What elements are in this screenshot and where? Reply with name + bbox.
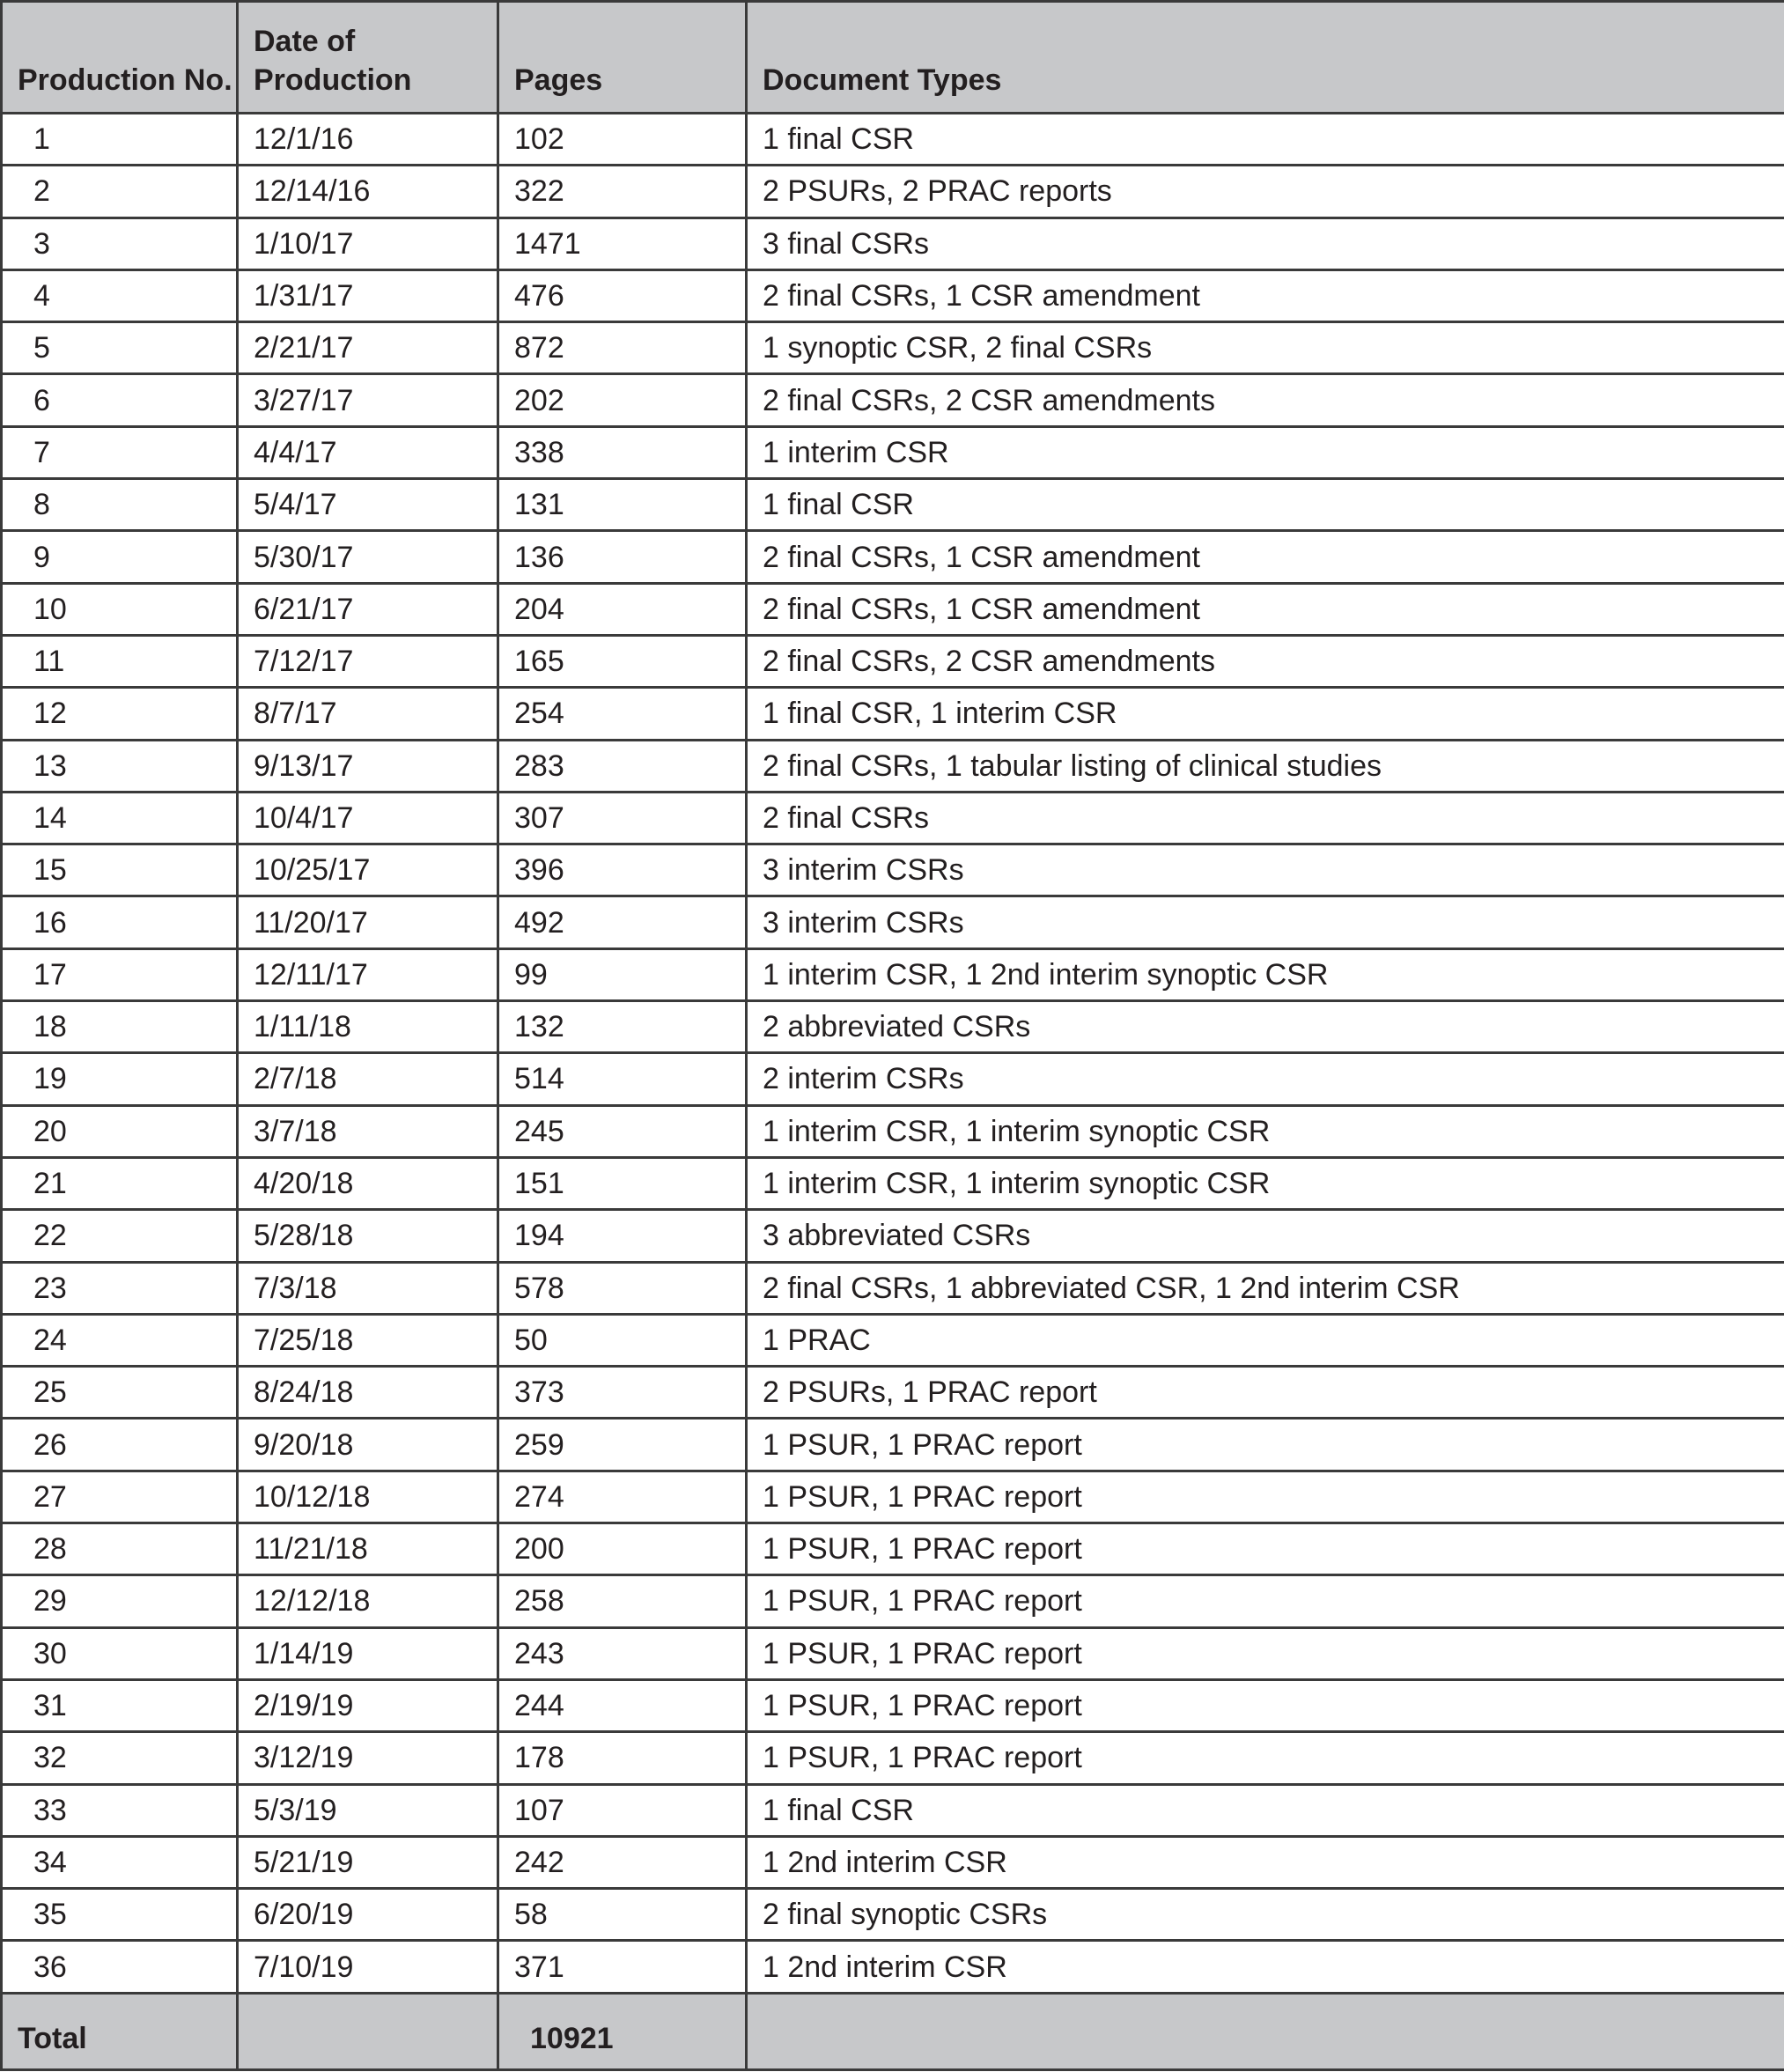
cell-production-no: 31: [2, 1679, 238, 1731]
cell-date-of-production: 7/12/17: [238, 635, 498, 687]
cell-pages: 200: [498, 1523, 747, 1575]
cell-date-of-production: 11/21/18: [238, 1523, 498, 1575]
table-row: [2, 531, 1784, 583]
table-row: [2, 740, 1784, 792]
cell-pages: 872: [498, 322, 747, 374]
cell-production-no: 4: [2, 269, 238, 321]
cell-date-of-production: 3/27/17: [238, 374, 498, 426]
cell-pages: 259: [498, 1419, 747, 1471]
cell-production-no: 3: [2, 218, 238, 269]
cell-production-no: 33: [2, 1784, 238, 1836]
cell-document-types: 2 final CSRs, 2 CSR amendments: [747, 635, 1784, 687]
cell-production-no: 7: [2, 426, 238, 478]
table-row: [2, 1627, 1784, 1679]
cell-production-no: 36: [2, 1941, 238, 1993]
cell-production-no: 27: [2, 1471, 238, 1523]
cell-document-types: 1 final CSR: [747, 1784, 1784, 1836]
cell-document-types: 2 final synoptic CSRs: [747, 1889, 1784, 1941]
cell-pages: 243: [498, 1627, 747, 1679]
cell-pages: 165: [498, 635, 747, 687]
table-row: [2, 218, 1784, 269]
cell-date-of-production: 2/19/19: [238, 1679, 498, 1731]
table-row: [2, 1471, 1784, 1523]
cell-pages: 307: [498, 792, 747, 844]
cell-production-no: 2: [2, 166, 238, 218]
table-row: [2, 844, 1784, 896]
cell-production-no: 13: [2, 740, 238, 792]
cell-date-of-production: 6/21/17: [238, 583, 498, 635]
table-row: [2, 1367, 1784, 1419]
cell-date-of-production: 7/10/19: [238, 1941, 498, 1993]
cell-production-no: 32: [2, 1732, 238, 1784]
cell-date-of-production: 3/7/18: [238, 1105, 498, 1157]
cell-document-types: 3 interim CSRs: [747, 844, 1784, 896]
cell-production-no: 11: [2, 635, 238, 687]
cell-production-no: 5: [2, 322, 238, 374]
cell-pages: 178: [498, 1732, 747, 1784]
table-row: [2, 322, 1784, 374]
cell-document-types: 1 interim CSR: [747, 426, 1784, 478]
cell-document-types: 1 interim CSR, 1 2nd interim synoptic CSR: [747, 948, 1784, 1000]
cell-date-of-production: 3/12/19: [238, 1732, 498, 1784]
cell-document-types: 1 PSUR, 1 PRAC report: [747, 1523, 1784, 1575]
cell-document-types: 1 final CSR: [747, 479, 1784, 531]
cell-document-types: 2 interim CSRs: [747, 1053, 1784, 1105]
cell-document-types: 1 final CSR: [747, 114, 1784, 166]
cell-date-of-production: 2/21/17: [238, 322, 498, 374]
cell-production-no: 20: [2, 1105, 238, 1157]
cell-pages: 107: [498, 1784, 747, 1836]
cell-pages: 338: [498, 426, 747, 478]
cell-production-no: 24: [2, 1314, 238, 1366]
table-row: [2, 1262, 1784, 1314]
table-row: [2, 166, 1784, 218]
cell-document-types: 2 final CSRs, 2 CSR amendments: [747, 374, 1784, 426]
cell-document-types: 1 PSUR, 1 PRAC report: [747, 1471, 1784, 1523]
cell-pages: 514: [498, 1053, 747, 1105]
cell-date-of-production: 1/11/18: [238, 1001, 498, 1053]
cell-date-of-production: 4/4/17: [238, 426, 498, 478]
cell-document-types: 1 2nd interim CSR: [747, 1941, 1784, 1993]
cell-date-of-production: 7/3/18: [238, 1262, 498, 1314]
cell-pages: 132: [498, 1001, 747, 1053]
cell-document-types: 2 final CSRs, 1 CSR amendment: [747, 531, 1784, 583]
table-row: [2, 1836, 1784, 1888]
cell-production-no: 6: [2, 374, 238, 426]
cell-document-types: 1 final CSR, 1 interim CSR: [747, 688, 1784, 740]
cell-production-no: 28: [2, 1523, 238, 1575]
cell-document-types: 2 abbreviated CSRs: [747, 1001, 1784, 1053]
cell-document-types: 2 final CSRs, 1 abbreviated CSR, 1 2nd interim CSR: [747, 1262, 1784, 1314]
table-row: [2, 583, 1784, 635]
cell-pages: 1471: [498, 218, 747, 269]
cell-document-types: 3 abbreviated CSRs: [747, 1210, 1784, 1262]
cell-document-types: 2 final CSRs, 1 tabular listing of clinical studies: [747, 740, 1784, 792]
cell-production-no: 14: [2, 792, 238, 844]
table-row: [2, 948, 1784, 1000]
cell-date-of-production: 9/20/18: [238, 1419, 498, 1471]
cell-pages: 396: [498, 844, 747, 896]
cell-date-of-production: 2/7/18: [238, 1053, 498, 1105]
table-row: [2, 1053, 1784, 1105]
table-row: [2, 1001, 1784, 1053]
cell-date-of-production: 10/12/18: [238, 1471, 498, 1523]
cell-document-types: 1 PSUR, 1 PRAC report: [747, 1575, 1784, 1627]
cell-document-types: 1 PSUR, 1 PRAC report: [747, 1419, 1784, 1471]
cell-date-of-production: 11/20/17: [238, 896, 498, 948]
header-document-types: Document Types: [747, 2, 1784, 114]
cell-date-of-production: 5/4/17: [238, 479, 498, 531]
cell-pages: 244: [498, 1679, 747, 1731]
cell-date-of-production: 10/4/17: [238, 792, 498, 844]
cell-document-types: 1 PSUR, 1 PRAC report: [747, 1732, 1784, 1784]
cell-production-no: 23: [2, 1262, 238, 1314]
cell-date-of-production: 1/14/19: [238, 1627, 498, 1679]
cell-pages: 492: [498, 896, 747, 948]
cell-date-of-production: 8/24/18: [238, 1367, 498, 1419]
total-date: [238, 1993, 498, 2069]
cell-pages: 258: [498, 1575, 747, 1627]
cell-date-of-production: 12/11/17: [238, 948, 498, 1000]
cell-production-no: 16: [2, 896, 238, 948]
cell-pages: 578: [498, 1262, 747, 1314]
cell-date-of-production: 9/13/17: [238, 740, 498, 792]
table-row: [2, 1314, 1784, 1366]
cell-document-types: 1 interim CSR, 1 interim synoptic CSR: [747, 1157, 1784, 1209]
cell-date-of-production: 8/7/17: [238, 688, 498, 740]
table-row: [2, 1679, 1784, 1731]
table-row: [2, 479, 1784, 531]
cell-document-types: 2 final CSRs, 1 CSR amendment: [747, 583, 1784, 635]
cell-production-no: 1: [2, 114, 238, 166]
cell-date-of-production: 4/20/18: [238, 1157, 498, 1209]
table-row: [2, 1105, 1784, 1157]
cell-production-no: 15: [2, 844, 238, 896]
cell-production-no: 34: [2, 1836, 238, 1888]
cell-document-types: 1 2nd interim CSR: [747, 1836, 1784, 1888]
cell-pages: 242: [498, 1836, 747, 1888]
header-date-of-production: Date of Production: [238, 2, 498, 114]
table-row: [2, 374, 1784, 426]
cell-pages: 322: [498, 166, 747, 218]
table-row: [2, 1157, 1784, 1209]
cell-pages: 204: [498, 583, 747, 635]
table-row: [2, 1732, 1784, 1784]
cell-pages: 131: [498, 479, 747, 531]
header-row: [2, 2, 1784, 114]
table-row: [2, 1941, 1784, 1993]
cell-date-of-production: 12/1/16: [238, 114, 498, 166]
cell-document-types: 3 final CSRs: [747, 218, 1784, 269]
table-row: [2, 1419, 1784, 1471]
cell-document-types: 3 interim CSRs: [747, 896, 1784, 948]
cell-document-types: 1 interim CSR, 1 interim synoptic CSR: [747, 1105, 1784, 1157]
total-label: Total: [2, 1993, 238, 2069]
cell-production-no: 12: [2, 688, 238, 740]
cell-document-types: 2 PSURs, 2 PRAC reports: [747, 166, 1784, 218]
cell-document-types: 2 PSURs, 1 PRAC report: [747, 1367, 1784, 1419]
table-row: [2, 1523, 1784, 1575]
total-row: [2, 1993, 1784, 2069]
cell-date-of-production: 5/21/19: [238, 1836, 498, 1888]
cell-pages: 58: [498, 1889, 747, 1941]
cell-date-of-production: 12/14/16: [238, 166, 498, 218]
cell-production-no: 10: [2, 583, 238, 635]
cell-date-of-production: 5/30/17: [238, 531, 498, 583]
cell-pages: 371: [498, 1941, 747, 1993]
cell-production-no: 8: [2, 479, 238, 531]
cell-pages: 245: [498, 1105, 747, 1157]
table-row: [2, 635, 1784, 687]
cell-production-no: 25: [2, 1367, 238, 1419]
cell-production-no: 9: [2, 531, 238, 583]
total-pages: 10921: [498, 1993, 747, 2069]
cell-production-no: 30: [2, 1627, 238, 1679]
table-row: [2, 1784, 1784, 1836]
cell-pages: 202: [498, 374, 747, 426]
cell-pages: 254: [498, 688, 747, 740]
cell-pages: 136: [498, 531, 747, 583]
table-row: [2, 426, 1784, 478]
cell-pages: 102: [498, 114, 747, 166]
cell-pages: 283: [498, 740, 747, 792]
table-row: [2, 114, 1784, 166]
cell-production-no: 22: [2, 1210, 238, 1262]
cell-date-of-production: 7/25/18: [238, 1314, 498, 1366]
cell-production-no: 29: [2, 1575, 238, 1627]
cell-production-no: 19: [2, 1053, 238, 1105]
cell-document-types: 1 PSUR, 1 PRAC report: [747, 1679, 1784, 1731]
cell-document-types: 2 final CSRs: [747, 792, 1784, 844]
cell-pages: 373: [498, 1367, 747, 1419]
cell-date-of-production: 1/10/17: [238, 218, 498, 269]
table-row: [2, 688, 1784, 740]
table-row: [2, 1889, 1784, 1941]
cell-production-no: 21: [2, 1157, 238, 1209]
cell-pages: 99: [498, 948, 747, 1000]
cell-document-types: 1 PRAC: [747, 1314, 1784, 1366]
cell-production-no: 18: [2, 1001, 238, 1053]
table-row: [2, 792, 1784, 844]
table-row: [2, 1210, 1784, 1262]
cell-document-types: 1 synoptic CSR, 2 final CSRs: [747, 322, 1784, 374]
cell-production-no: 17: [2, 948, 238, 1000]
header-pages: Pages: [498, 2, 747, 114]
cell-date-of-production: 1/31/17: [238, 269, 498, 321]
header-production-no: Production No.: [2, 2, 238, 114]
cell-pages: 50: [498, 1314, 747, 1366]
cell-pages: 151: [498, 1157, 747, 1209]
table-row: [2, 269, 1784, 321]
cell-pages: 476: [498, 269, 747, 321]
table-row: [2, 896, 1784, 948]
cell-pages: 274: [498, 1471, 747, 1523]
total-doc-types: [747, 1993, 1784, 2069]
table-body: [2, 114, 1784, 1994]
cell-date-of-production: 6/20/19: [238, 1889, 498, 1941]
cell-production-no: 35: [2, 1889, 238, 1941]
table-row: [2, 1575, 1784, 1627]
cell-production-no: 26: [2, 1419, 238, 1471]
cell-date-of-production: 5/3/19: [238, 1784, 498, 1836]
cell-date-of-production: 12/12/18: [238, 1575, 498, 1627]
cell-date-of-production: 5/28/18: [238, 1210, 498, 1262]
cell-pages: 194: [498, 1210, 747, 1262]
cell-document-types: 1 PSUR, 1 PRAC report: [747, 1627, 1784, 1679]
cell-document-types: 2 final CSRs, 1 CSR amendment: [747, 269, 1784, 321]
cell-date-of-production: 10/25/17: [238, 844, 498, 896]
